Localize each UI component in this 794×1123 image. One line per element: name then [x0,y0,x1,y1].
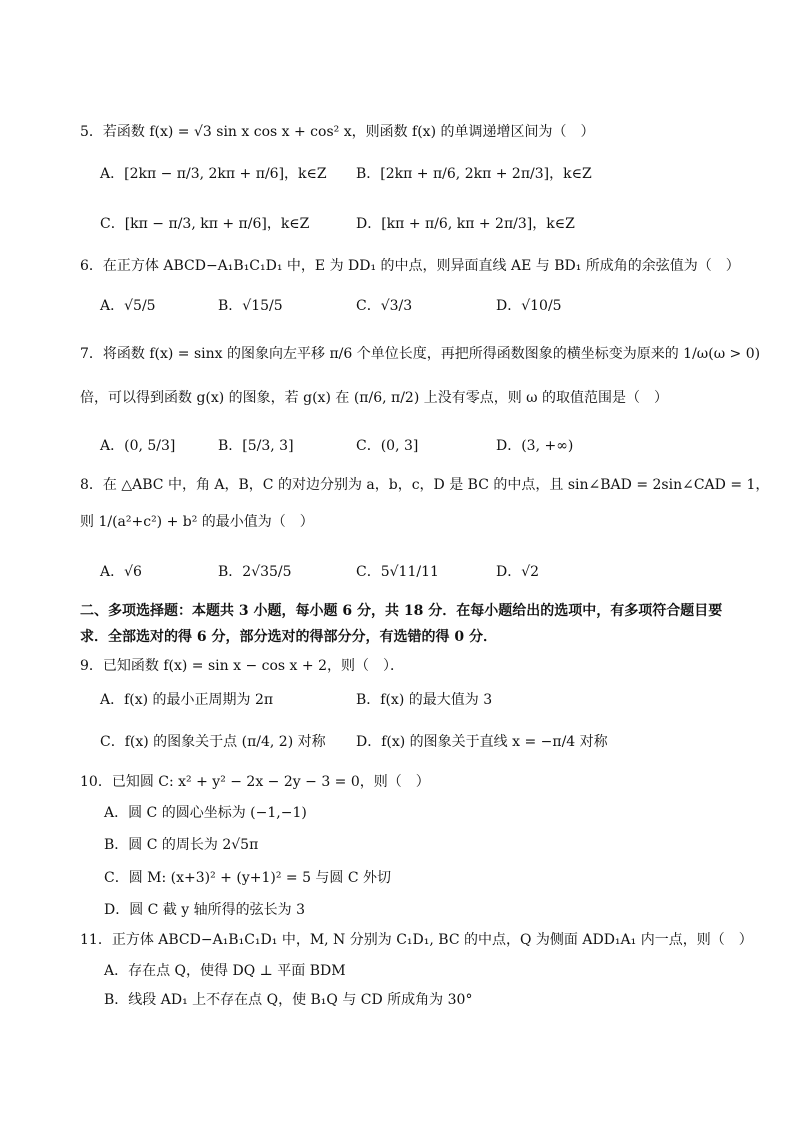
q10-option-a: A．圆 C 的圆心坐标为 (−1,−1) [104,805,307,821]
q5-option-b: B．[2kπ + π/6, 2kπ + 2π/3]，k∈Z [356,166,592,182]
q8-stem-line1: 8．在 △ABC 中，角 A，B，C 的对边分别为 a，b，c，D 是 BC 的中点，且 sin∠BAD = 2sin∠CAD = 1， [80,477,770,493]
q8-option-a: A．√6 [100,564,142,580]
q8-option-b: B．2√35/5 [218,564,292,580]
q8-option-c: C．5√11/11 [356,564,439,580]
q9-stem: 9．已知函数 f(x) = sin x − cos x + 2，则（ ）． [80,658,404,674]
q6-stem: 6．在正方体 ABCD−A₁B₁C₁D₁ 中，E 为 DD₁ 的中点，则异面直线 AE 与 BD₁ 所成角的余弦值为（ ） [80,258,740,274]
q7-option-a: A．(0, 5/3] [100,438,176,454]
q8-stem-line2: 则 1/(a²+c²) + b² 的最小值为（ ） [80,514,314,530]
q7-option-c: C．(0, 3] [356,438,419,454]
q5-option-d: D．[kπ + π/6, kπ + 2π/3]，k∈Z [356,216,575,232]
q9-option-d: D．f(x) 的图象关于直线 x = −π/4 对称 [356,734,608,750]
q11-option-b: B．线段 AD₁ 上不存在点 Q，使 B₁Q 与 CD 所成角为 30° [104,992,473,1008]
q5-option-c: C．[kπ − π/3, kπ + π/6]，k∈Z [100,216,310,232]
q6-option-d: D．√10/5 [496,298,562,314]
q5-option-a: A．[2kπ − π/3, 2kπ + π/6]，k∈Z [100,166,327,182]
q10-option-d: D．圆 C 截 y 轴所得的弦长为 3 [104,902,306,918]
q7-stem-line1: 7．将函数 f(x) = sinx 的图象向左平移 π/6 个单位长度，再把所得函数图象的横坐标变为原来的 1/ω(ω > 0) [80,346,761,362]
q9-option-b: B．f(x) 的最大值为 3 [356,692,493,708]
q6-option-a: A．√5/5 [100,298,156,314]
q8-option-d: D．√2 [496,564,540,580]
q9-option-c: C．f(x) 的图象关于点 (π/4, 2) 对称 [100,734,326,750]
q10-stem: 10．已知圆 C: x² + y² − 2x − 2y − 3 = 0，则（ ） [80,774,430,790]
q6-option-b: B．√15/5 [218,298,283,314]
q7-option-d: D．(3, +∞) [496,438,574,454]
q11-option-a: A．存在点 Q，使得 DQ ⊥ 平面 BDM [104,963,346,979]
q6-option-c: C．√3/3 [356,298,413,314]
q7-option-b: B．[5/3, 3] [218,438,294,454]
q10-option-c: C．圆 M: (x+3)² + (y+1)² = 5 与圆 C 外切 [104,870,392,886]
q7-stem-line2: 倍，可以得到函数 g(x) 的图象，若 g(x) 在 (π/6, π/2) 上没有零点，则 ω 的取值范围是（ ） [80,390,669,406]
q5-stem: 5．若函数 f(x) = √3 sin x cos x + cos² x，则函数 f(x) 的单调递增区间为（ ） [80,124,595,140]
q11-stem: 11．正方体 ABCD−A₁B₁C₁D₁ 中，M, N 分别为 C₁D₁, BC 的中点，Q 为侧面 ADD₁A₁ 内一点，则（ ） [80,932,753,948]
q10-option-b: B．圆 C 的周长为 2√5π [104,837,259,853]
q9-option-a: A．f(x) 的最小正周期为 2π [100,692,274,708]
section2-heading-line2: 求．全部选对的得 6 分，部分选对的得部分分，有选错的得 0 分． [80,629,497,645]
section2-heading-line1: 二、多项选择题：本题共 3 小题，每小题 6 分，共 18 分．在每小题给出的选项中，有多项符合题目要 [80,603,723,619]
